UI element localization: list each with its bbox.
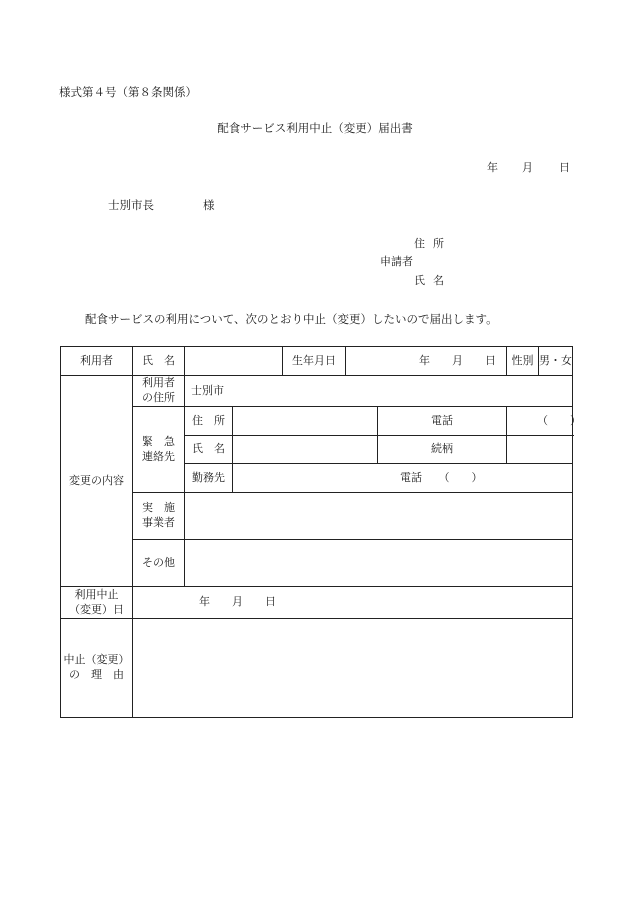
ec-address-field[interactable] [233, 407, 378, 436]
applicant-address-label: 住所 [414, 237, 452, 250]
relation-label: 続柄 [378, 436, 507, 464]
ec-phone-field[interactable] [507, 407, 581, 436]
gender-label: 性別 [507, 347, 539, 376]
birthdate-units: 年 月 日 [419, 353, 496, 367]
ec-name-label: 氏 名 [185, 436, 233, 464]
gender-options[interactable]: 男・女 [539, 347, 573, 376]
birthdate-field[interactable] [346, 347, 507, 376]
change-content-label: 変更の内容 [61, 376, 133, 587]
user-address-value: 士別市 [191, 383, 224, 397]
relation-field[interactable] [507, 436, 573, 464]
user-label: 利用者 [61, 347, 133, 376]
stop-date-field[interactable] [133, 587, 573, 619]
ec-name-field[interactable] [233, 436, 378, 464]
birthdate-label: 生年月日 [283, 347, 346, 376]
stop-date-label [61, 587, 133, 619]
emergency-contact-label [133, 407, 185, 493]
stop-date-units: 年 月 日 [199, 595, 276, 609]
user-address-field[interactable] [185, 376, 573, 407]
emergency-contact-label-line2: 連絡先 [142, 449, 175, 463]
emergency-contact-label-line1: 緊 急 [142, 434, 175, 448]
addressee-name: 士別市長 [108, 198, 154, 212]
stop-date-label-line2: （変更）日 [69, 602, 124, 616]
applicant-label: 申請者 [380, 255, 413, 268]
reason-label-line2: の 理 由 [69, 668, 124, 681]
date-month-label: 月 [522, 161, 533, 174]
user-address-label [133, 376, 185, 407]
user-name-field[interactable] [185, 347, 283, 376]
document-title: 配食サービス利用中止（変更）届出書 [217, 121, 413, 135]
provider-label-line1: 実 施 [142, 501, 175, 515]
user-address-label-line2: の住所 [142, 391, 175, 404]
other-field[interactable] [185, 540, 573, 587]
addressee-honorific: 様 [203, 198, 215, 212]
reason-field[interactable] [133, 619, 573, 718]
workplace-phone: 電話 （ ） [400, 470, 483, 484]
intro-text: 配食サービスの利用について、次のとおり中止（変更）したいので届出します。 [85, 312, 498, 326]
user-address-label-line1: 利用者 [142, 376, 175, 390]
stop-date-label-line1: 利用中止 [74, 587, 119, 601]
form-number: 様式第４号（第８条関係） [59, 85, 197, 99]
ec-address-label: 住 所 [185, 407, 233, 436]
other-label: その他 [133, 540, 185, 587]
workplace-label: 勤務先 [185, 464, 233, 493]
date-day-label: 日 [559, 161, 570, 174]
applicant-name-label: 氏名 [414, 274, 452, 287]
reason-label-line1: 中止（変更） [63, 653, 130, 667]
reason-label [61, 619, 133, 718]
user-name-label: 氏 名 [133, 347, 185, 376]
date-year-label: 年 [487, 161, 498, 174]
provider-label-line2: 事業者 [142, 516, 175, 529]
provider-label [133, 493, 185, 540]
provider-field[interactable] [185, 493, 573, 540]
ec-phone-label: 電話 [378, 407, 507, 436]
notification-form-table [60, 346, 581, 718]
ec-phone-paren: （ ） [537, 413, 581, 427]
workplace-field[interactable] [233, 464, 573, 493]
